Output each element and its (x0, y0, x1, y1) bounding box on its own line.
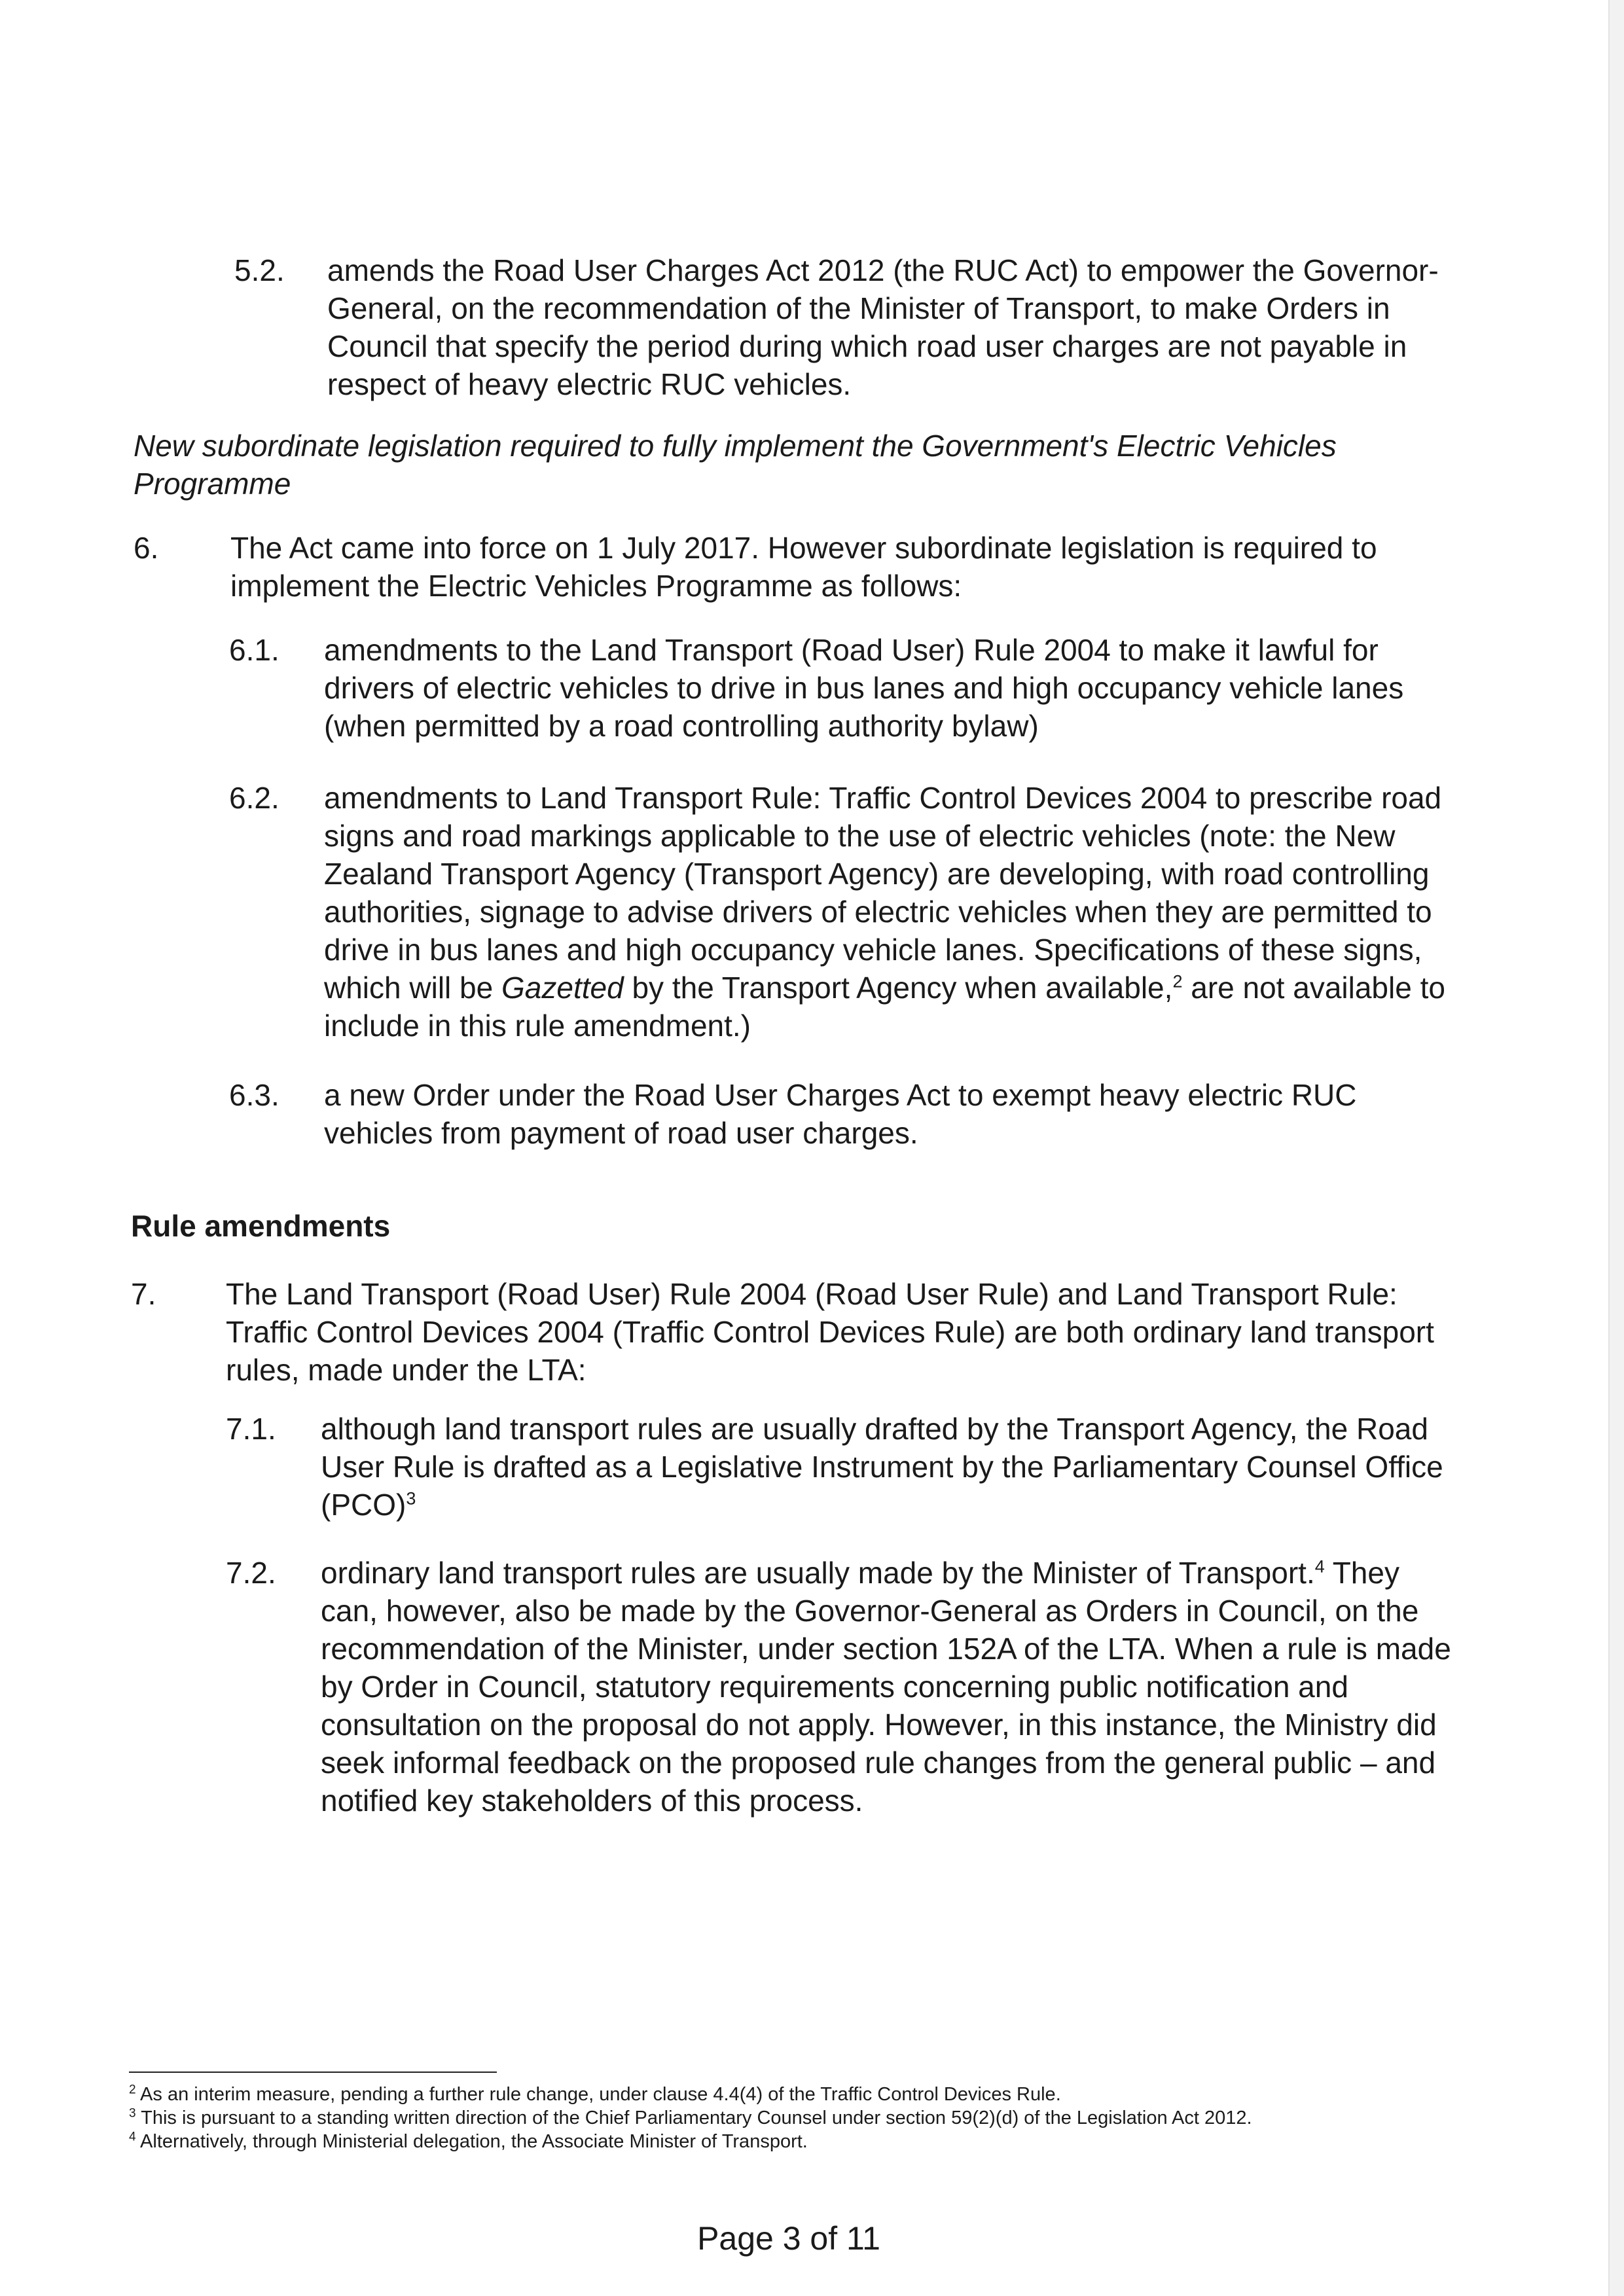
para-6-3: a new Order under the Road User Charges Act to exempt heavy electric RUC vehicles from payment of road user charges. (324, 1078, 1357, 1150)
para-6-2-gazetted: Gazetted (501, 971, 624, 1005)
para-6-2-text-a: amendments to Land Transport Rule: Traffic Control Devices 2004 to prescribe road signs and road markings applicable to the use of electric vehicles (note: the New Zealand Transport Agency (Transport Agency) are developing, with road controlling authorities, signage to advise drivers of electric vehicles when they are permitted to drive in bus lanes and high occupancy vehicle lanes. Specifications of these signs, which will be (324, 781, 1442, 1005)
scan-edge (1608, 0, 1624, 2296)
para-6-2 (324, 779, 1456, 1045)
para-6-2-text-c: are not available to include in this rule amendment.) (324, 971, 1445, 1043)
heading-rule-amendments: Rule amendments (131, 1209, 391, 1243)
footnote-3-text: This is pursuant to a standing written direction of the Chief Parliamentary Counsel under section 59(2)(d) of the Legislation Act 2012. (141, 2108, 1252, 2128)
para-number-7: 7. (131, 1277, 156, 1311)
footnote-3-marker: 3 (129, 2106, 136, 2121)
para-number-7-2: 7.2. (226, 1556, 276, 1590)
para-6: The Act came into force on 1 July 2017. However subordinate legislation is required to implement the Electric Vehicles Programme as follows: (230, 531, 1377, 603)
footnote-2-text: As an interim measure, pending a further rule change, under clause 4.4(4) of the Traffic Control Devices Rule. (140, 2084, 1061, 2105)
para-7-1-text: although land transport rules are usually drafted by the Transport Agency, the Road User Rule is drafted as a Legislative Instrument by the Parliamentary Counsel Office (PCO) (321, 1412, 1443, 1522)
page-number: Page 3 of 11 (697, 2220, 880, 2257)
para-number-6-3: 6.3. (229, 1078, 280, 1112)
para-5-2: amends the Road User Charges Act 2012 (the RUC Act) to empower the Governor-General, on the recommendation of the Minister of Transport, to make Orders in Council that specify the period during which road user charges are not payable in respect of heavy electric RUC vehicles. (327, 253, 1439, 401)
footnote-2-marker: 2 (129, 2083, 136, 2097)
para-7: The Land Transport (Road User) Rule 2004 (Road User Rule) and Land Transport Rule: Traffic Control Devices 2004 (Traffic Control Devices Rule) are both ordinary land transport rules, made under the LTA: (226, 1277, 1434, 1387)
para-number-5-2: 5.2. (234, 253, 285, 287)
para-number-6: 6. (134, 531, 159, 565)
para-number-6-1: 6.1. (229, 633, 280, 667)
para-7-2-text-b: They can, however, also be made by the Governor-General as Orders in Council, on the recommendation of the Minister, under section 152A of the LTA. When a rule is made by Order in Council, statutory requirements concerning public notification and consultation on the proposal do not apply. However, in this instance, the Ministry did seek informal feedback on the proposed rule changes from the general public – and notified key stakeholders of this process. (321, 1556, 1451, 1818)
footnote-3 (129, 2106, 1504, 2130)
para-7-2-text-a: ordinary land transport rules are usually made by the Minister of Transport. (321, 1556, 1315, 1590)
footnote-ref-4[interactable]: 4 (1314, 1556, 1325, 1577)
para-number-7-1: 7.1. (226, 1412, 276, 1446)
subheading-ev-programme: New subordinate legislation required to fully implement the Government's Electric Vehicles Programme (134, 429, 1337, 501)
footnote-2 (129, 2083, 1504, 2106)
para-number-6-2: 6.2. (229, 781, 280, 815)
footnote-4 (129, 2130, 1504, 2153)
para-7-2 (321, 1554, 1460, 1820)
footnote-ref-3[interactable]: 3 (406, 1488, 416, 1509)
para-7-1 (321, 1410, 1460, 1524)
footnote-4-marker: 4 (129, 2130, 136, 2144)
para-6-2-text-b: by the Transport Agency when available, (623, 971, 1173, 1005)
footnote-divider (129, 2072, 497, 2073)
para-6-1: amendments to the Land Transport (Road User) Rule 2004 to make it lawful for drivers of electric vehicles to drive in bus lanes and high occupancy vehicle lanes (when permitted by a road controlling authority bylaw) (324, 633, 1404, 743)
footnote-4-text: Alternatively, through Ministerial delegation, the Associate Minister of Transport. (140, 2131, 808, 2152)
footnote-ref-2[interactable]: 2 (1172, 971, 1183, 992)
